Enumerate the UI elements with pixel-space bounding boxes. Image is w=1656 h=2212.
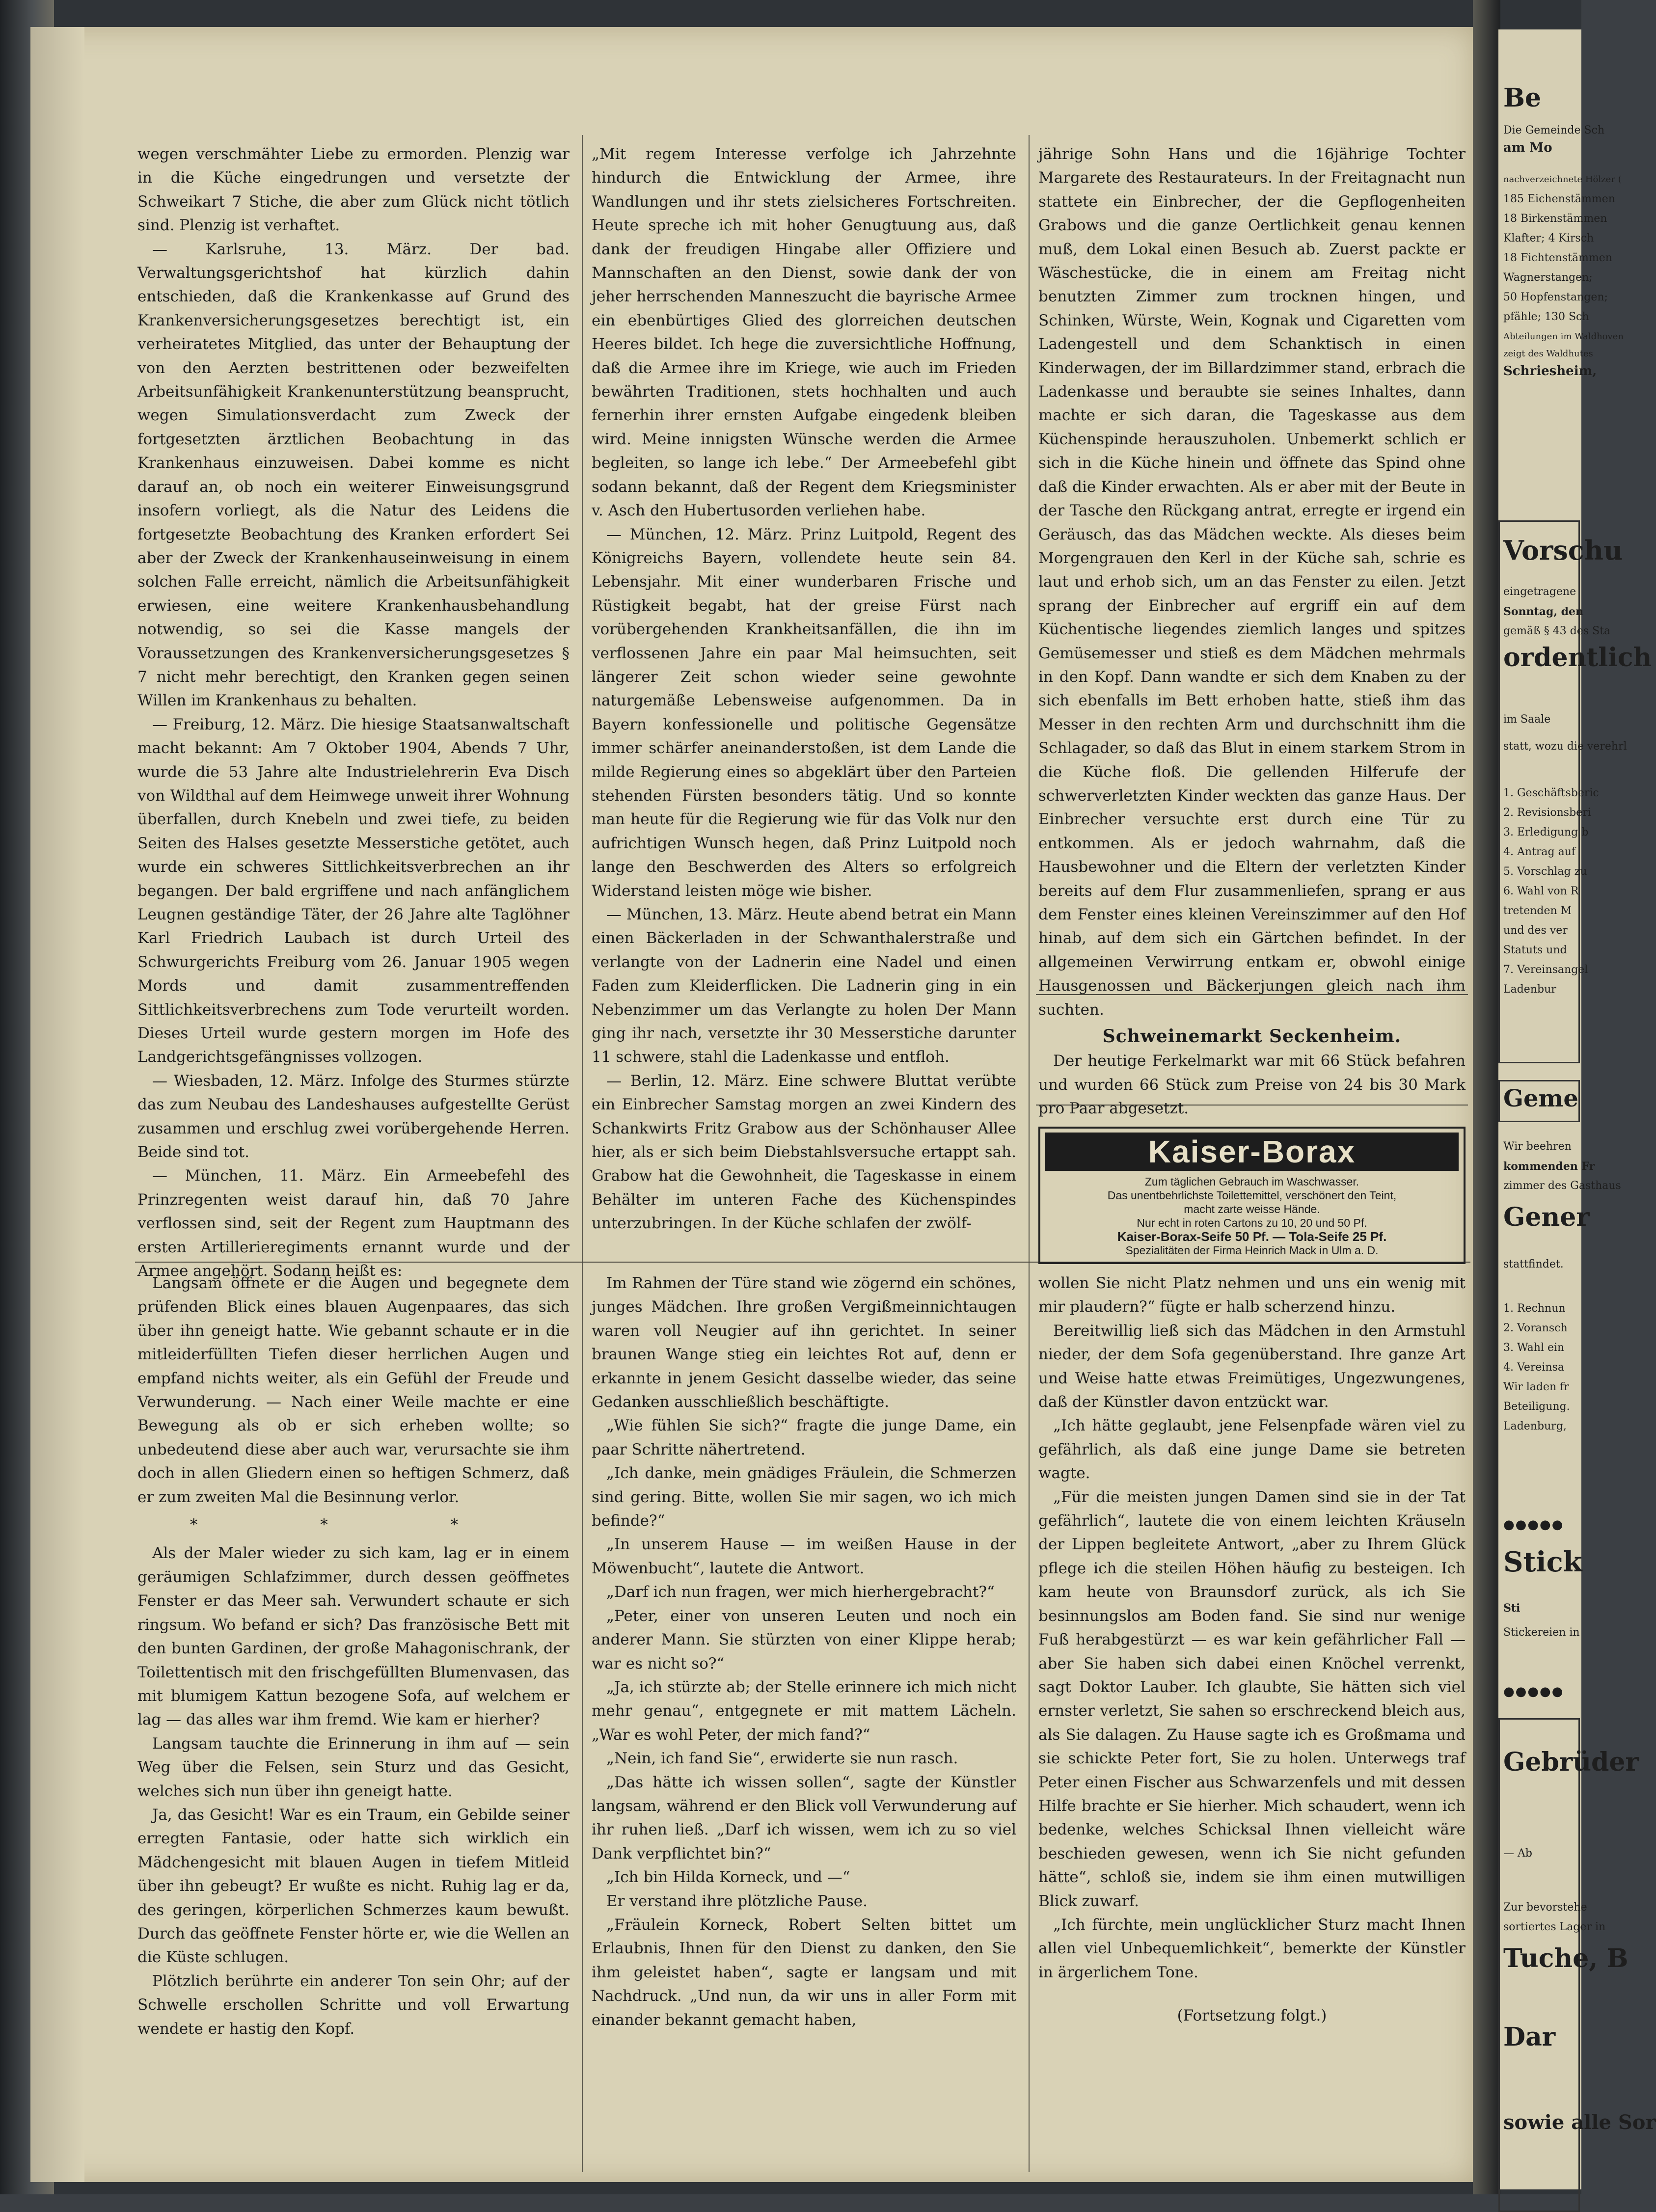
facing-page-text: im Saale	[1503, 713, 1551, 726]
section-stars: * * *	[190, 1516, 517, 1534]
story-paragraph: „Fräulein Korneck, Robert Selten bittet um Erlaubnis, Ihnen für den Dienst zu danken, den Sie ihm geleistet haben“, sagte er langsam und mit Nachdruck. „Und nun, da wir uns in aller Form mit einander bekannt gemacht haben,	[592, 1915, 1016, 2029]
story-paragraph: „Ich danke, mein gnädiges Fräulein, die Schmerzen sind gering. Bitte, wollen Sie mir sagen, wo ich mich befinde?“	[592, 1464, 1016, 1530]
facing-page-text: 2. Revisionsberi	[1503, 807, 1591, 819]
facing-page-text: Abteilungen im Waldhoven	[1503, 331, 1624, 342]
facing-page-text: Dar	[1503, 2022, 1556, 2052]
facing-page-text: 4. Antrag auf	[1503, 846, 1576, 858]
kaiser-borax-line-3: macht zarte weisse Hände.	[1184, 1202, 1320, 1215]
kaiser-borax-line-4: Nur echt in roten Cartons zu 10, 20 und 50 Pf.	[1137, 1216, 1367, 1229]
schweinemarkt-text: Der heutige Ferkelmarkt war mit 66 Stück befahren und wurden 66 Stück zum Preise von 24 bis 30 Mark pro Paar abgesetzt.	[1038, 1052, 1466, 1118]
facing-page-text: tretenden M	[1503, 905, 1572, 917]
facing-page-text: statt, wozu die verehrl	[1503, 740, 1627, 753]
facing-page-text: 185 Eichenstämmen	[1503, 193, 1615, 205]
facing-page-text: — Ab	[1503, 1847, 1532, 1860]
facing-page-text: eingetragene	[1503, 586, 1576, 598]
muenchen-13-article: — München, 13. März. Heute abend betrat ein Mann einen Bäckerladen in der Schwanthalerstraße und verlangte von der Ladnerin eine Nadel und einen Faden zum Kleiderflicken. Die Ladnerin ging in ein Nebenzimmer um das Verlangte zu holen Der Mann ging ihr nach, versetzte ihr 30 Messerstiche darunter 11 schwere, stahl die Ladenkasse und entfloh.	[592, 906, 1016, 1066]
facing-page-text: Sonntag, den	[1503, 605, 1584, 618]
facing-page-text: zeigt des Waldhutes	[1503, 349, 1593, 359]
facing-page-text: Klafter; 4 Kirsch	[1503, 232, 1594, 244]
story-paragraph: „Peter, einer von unseren Leuten und noch ein anderer Mann. Sie stürzten von einer Klippe herab; war es nicht so?“	[592, 1607, 1016, 1672]
kaiser-borax-prices: Kaiser-Borax-Seife 50 Pf. — Tola-Seife 25 Pf.	[1117, 1229, 1387, 1244]
facing-page-text: ordentlich	[1503, 643, 1652, 673]
kaiser-borax-line-2: Das unentbehrlichste Toilettemittel, verschönert den Teint,	[1107, 1188, 1397, 1202]
story-paragraph: Langsam tauchte die Erinnerung in ihm auf — sein Weg über die Felsen, sein Sturz und das Gesicht, welches sich nun über ihn geneigt hatte.	[137, 1734, 570, 1800]
facing-page-text: pfähle; 130 Sch	[1503, 311, 1589, 323]
facing-page-text: 3. Erledigung b	[1503, 826, 1589, 838]
story-paragraph: Langsam öffnete er die Augen und begegnete dem prüfenden Blick eines blauen Augenpaares, das sich über ihn geneigt hatte. Wie gebannt schaute er in die mitleiderfüllten Tiefen dieser herrlichen Augen und empfand nichts weiter, als ein Gefühl der Freude und Verwunderung. — Nach einer Weile machte er eine Bewegung als ob er sich erheben wollte; so unbedeutend diese aber auch war, verursachte sie ihm doch in allen Gliedern einen so heftigen Schmerz, daß er zum zweiten Mal die Besinnung verlor.	[137, 1274, 570, 1506]
facing-page-text: Gener	[1503, 1202, 1590, 1232]
facing-page-text: Gebrüder	[1503, 1747, 1639, 1777]
news-column-2	[592, 142, 1016, 1236]
facing-page-text: kommenden Fr	[1503, 1160, 1595, 1173]
story-paragraph: Plötzlich berührte ein anderer Ton sein Ohr; auf der Schwelle erschollen Schritte und voll Erwartung wendete er hastig den Kopf.	[137, 1972, 570, 2038]
facing-page-text: gemäß § 43 des Sta	[1503, 625, 1611, 637]
feuilleton-column-2	[592, 1271, 1016, 2032]
story-paragraph: „Ich hätte geglaubt, jene Felsenpfade wären viel zu gefährlich, als daß eine junge Dame sie betreten wagte.	[1038, 1417, 1466, 1483]
story-paragraph: „Ich bin Hilda Korneck, und —“	[606, 1868, 850, 1887]
story-paragraph: „Ja, ich stürzte ab; der Stelle erinnere ich mich nicht mehr genau“, entgegnete er mit mattem Lächeln. „War es wohl Peter, der mich fand?“	[592, 1678, 1016, 1744]
facing-page-text: nachverzeichnete Hölzer (	[1503, 174, 1622, 185]
facing-page-text: Schriesheim,	[1503, 364, 1597, 378]
facing-page-text: 5. Vorschlag zu	[1503, 865, 1587, 878]
facing-page-text: 1. Geschäftsberic	[1503, 787, 1599, 799]
feuilleton-column-3	[1038, 1271, 1466, 2028]
facing-page-text: 2. Voransch	[1503, 1322, 1568, 1334]
facing-page-text: Sti	[1503, 1602, 1520, 1615]
facing-page-text: 7. Vereinsangel	[1503, 964, 1588, 976]
facing-page-text: Ladenbur	[1503, 983, 1556, 996]
facing-page-text: Zur bevorstehe	[1503, 1901, 1587, 1914]
facing-page-text: Statuts und	[1503, 944, 1567, 956]
freiburg-article: — Freiburg, 12. März. Die hiesige Staatsanwaltschaft macht bekannt: Am 7 Oktober 1904, Abends 7 Uhr, wurde die 53 Jahre alte Industrielehrerin Eva Disch von Wildthal auf dem Heimwege unweit ihrer Wohnung überfallen, durch Knebeln und zwei tiefe, zu beiden Seiten des Halses gesetzte Messerstiche getötet, auch wurde ein schweres Sittlichkeitsverbrechen an ihr begangen. Der bald ergriffene und nach anfänglichem Leugnen geständige Täter, der 26 Jahre alte Taglöhner Karl Friedrich Laubach ist durch Urteil des Schwurgerichts Freiburg vom 26. Januar 1905 wegen Mords und damit zusammentreffenden Sittlichkeitsverbrechens zum Tode verurteilt worden. Dieses Urteil wurde gestern morgen im Hofe des Landgerichtsgefängnisses vollzogen.	[137, 715, 570, 1066]
story-paragraph: Ja, das Gesicht! War es ein Traum, ein Gebilde seiner erregten Fantasie, oder hatte sich wirklich ein Mädchengesicht mit blauen Augen in tiefem Mitleid über ihn gebeugt? Er wußte es nicht. Ruhig lag er da, des geringen, körperlichen Schmerzes kaum bewußt. Durch das geöffnete Fenster hörte er, wie die Wellen an die Küste schlugen.	[137, 1806, 570, 1967]
facing-page-text: Wagnerstangen;	[1503, 271, 1593, 284]
facing-page-text: Be	[1503, 83, 1542, 113]
page-edge-shadow	[30, 27, 84, 2182]
story-paragraph: Im Rahmen der Türe stand wie zögernd ein schönes, junges Mädchen. Ihre großen Vergißmeinnichtaugen waren voll Neugier auf ihn gerichtet. In seiner braunen Wange stieg ein leichtes Rot auf, denn er erkannte in jenem Gesicht dasselbe wieder, das seine Gedanken ausschließlich beschäftigte.	[592, 1274, 1016, 1411]
story-paragraph: Als der Maler wieder zu sich kam, lag er in einem geräumigen Schlafzimmer, durch dessen geöffnetes Fenster er das Meer sah. Verwundert schaute er sich ringsum. Wo befand er sich? Das französische Bett mit den bunten Gardinen, der große Mahagonischrank, der Toilettentisch mit den frischgefüllten Blumenvasen, das mit blumigem Kattun bezogene Sofa, auf welchem er lag — das alles war ihm fremd. Wie kam er hierher?	[137, 1544, 570, 1729]
facing-page-text: stattfindet.	[1503, 1258, 1564, 1270]
facing-page-text: Wir laden fr	[1503, 1381, 1569, 1393]
muenchen-11-article: — München, 11. März. Ein Armeebefehl des Prinzregenten weist darauf hin, daß 70 Jahre verflossen sind, seit der Regent zum Hauptmann des ersten Artillerieregiments ernannt wurde und der Armee angehört. Sodann heißt es:	[137, 1167, 570, 1280]
facing-page-text: zimmer des Gasthaus	[1503, 1180, 1621, 1192]
facing-page-text: 50 Hopfenstangen;	[1503, 291, 1608, 303]
column-rule-1	[582, 135, 583, 2172]
wiesbaden-article: — Wiesbaden, 12. März. Infolge des Sturmes stürzte das zum Neubau des Landeshauses aufgestellte Gerüst zusammen und erschlug zwei vorübergehende Herren. Beide sind tot.	[137, 1072, 570, 1161]
story-paragraph: „Für die meisten jungen Damen sind sie in der Tat gefährlich“, lautete die von einem leichten Kräuseln der Lippen begleitete Antwort, „aber zu Ihrem Glück pflege ich die steilen Höhen häufig zu besteigen. Ich kam heute von Braunsdorf zurück, als ich Sie besinnungslos am Boden fand. Sie sind nur wenige Fuß herabgestürzt — es war kein gefährlicher Fall — aber Sie haben sich dabei einen Knöchel verrenkt, sagt Doktor Lauber. Ich glaubte, Sie hätten sich viel ernster verletzt, Sie sahen so erschreckend bleich aus, als Sie dalagen. Zu Hause sagte ich es Großmama und sie schickte Peter fort, Sie zu holen. Unterwegs traf Peter einen Fischer aus Schwarzenfels und mit dessen Hilfe brachte er Sie hierher. Mich schaudert, wenn ich bedenke, welches Schicksal Ihnen vielleicht wäre beschieden gewesen, wenn ich Sie nicht gefunden hätte“, schloß sie, indem sie ihm einen mutwilligen Blick zuwarf.	[1038, 1488, 1466, 1910]
schweinemarkt-heading: Schweinemarkt Seckenheim.	[1102, 1026, 1402, 1047]
facing-page-text: Wir beehren	[1503, 1140, 1572, 1153]
facing-page-text: am Mo	[1503, 140, 1552, 155]
facing-page-text: Vorschu	[1503, 535, 1623, 566]
feuilleton-column-1	[137, 1271, 570, 2041]
karlsruhe-article: — Karlsruhe, 13. März. Der bad. Verwaltungsgerichtshof hat kürzlich dahin entschieden, daß die Krankenkasse auf Grund des Krankenversicherungsgesetzes berechtigt ist, ein verheiratetes Mitglied, das unter der Behauptung der von den Aerzten bestrittenen oder bezweifelten Arbeitsunfähigkeit Krankenunterstützung beansprucht, wegen Simulationsverdacht zum Zweck der fortgesetzten ärztlichen Beobachtung in das Krankenhaus einzuweisen. Dabei komme es nicht darauf an, ob noch ein weiterer Einweisungsgrund insofern vorliegt, als die Natur des Leidens die fortgesetzte Beobachtung des Kranken erfordert Sei aber der Zweck der Krankenhauseinweisung in einem solchen Falle erreicht, nämlich die Arbeitsunfähigkeit erwiesen, eine weitere Krankenhausbehandlung notwendig, so sei die Kasse mangels der Voraussetzungen des Krankenversicherungsgesetzes § 7 nicht mehr berechtigt, den Kranken gegen seinen Willen im Krankenhaus zu behalten.	[137, 240, 570, 710]
facing-page-text: 6. Wahl von R	[1503, 885, 1579, 897]
story-paragraph: „In unserem Hause — im weißen Hause in der Möwenbucht“, lautete die Antwort.	[592, 1536, 1016, 1577]
story-paragraph: „Das hätte ich wissen sollen“, sagte der Künstler langsam, während er den Blick voll Verwunderung auf ihr ruhen ließ. „Darf ich wissen, wem ich zu so viel Dank verpflichtet bin?“	[592, 1773, 1016, 1862]
facing-page-text: 4. Vereinsa	[1503, 1361, 1565, 1374]
facing-page-text: Tuche, B	[1503, 1943, 1629, 1973]
kaiser-borax-line-1: Zum täglichen Gebrauch im Waschwasser.	[1144, 1175, 1359, 1188]
facing-page-text: sortiertes Lager in	[1503, 1921, 1606, 1933]
column-rule-2	[1029, 135, 1030, 2172]
ornament-dots: ●●●●●	[1503, 1684, 1564, 1699]
story-paragraph: „Darf ich nun fragen, wer mich hierhergebracht?“	[606, 1583, 995, 1601]
facing-page-text: Beteiligung.	[1503, 1401, 1570, 1413]
kaiser-borax-title: Kaiser-Borax	[1045, 1133, 1459, 1171]
kaiser-borax-advertisement	[1038, 1127, 1466, 1264]
armeebefehl-quote: „Mit regem Interesse verfolge ich Jahrzehnte hindurch die Entwicklung der Armee, ihre Wandlungen und ihr stets zielsicheres Fortschreiten. Heute spreche ich mit hoher Genugtuung aus, daß dank der freudigen Hingabe aller Offiziere und Mannschaften an den Dienst, sowie dank der von jeher herrschenden Manneszucht die bayrische Armee ein ebenbürtiges Glied des glorreichen deutschen Heeres bildet. Ich hege die zuversichtliche Hoffnung, daß die Armee ihre im Kriege, wie auch im Frieden bewährten Traditionen, stets hochhalten und auch fernerhin ihrer ernsten Aufgabe eingedenk bleiben wird. Meine innigsten Wünsche werden die Armee begleiten, so lange ich lebe.“ Der Armeebefehl gibt sodann bekannt, daß der Regent dem Kriegsminister v. Asch den Hubertusorden verliehen habe.	[592, 145, 1016, 520]
berlin-article: — Berlin, 12. März. Eine schwere Bluttat verübte ein Einbrecher Samstag morgen an zwei Kindern des Schankwirts Fritz Grabow aus der Schönhauser Allee hier, als er sich beim Diebstahlsversuche ertappt sah. Grabow hat die Gewohnheit, die Tageskasse in einem Behälter im unteren Fache des Küchenspindes unterzubringen. In der Küche schlafen der zwölf-	[592, 1072, 1016, 1233]
book-gutter	[1473, 0, 1500, 2194]
facing-page-text: Geme	[1503, 1085, 1578, 1112]
facing-page-text: Stickereien in	[1503, 1626, 1580, 1639]
plenzig-article: wegen verschmähter Liebe zu ermorden. Plenzig war in die Küche eingedrungen und versetzte der Schweikart 7 Stiche, die aber zum Glück nicht tötlich sind. Plenzig ist verhaftet.	[137, 145, 570, 235]
story-paragraph: wollen Sie nicht Platz nehmen und uns ein wenig mit mir plaudern?“ fügte er halb scherzend hinzu.	[1038, 1274, 1466, 1316]
story-paragraph: „Ich fürchte, mein unglücklicher Sturz macht Ihnen allen viel Unbequemlichkeit“, bemerkte der Künstler in ärgerlichem Tone.	[1038, 1915, 1466, 1981]
story-paragraph: Bereitwillig ließ sich das Mädchen in den Armstuhl nieder, der dem Sofa gegenüberstand. Ihre ganze Art und Weise hatte etwas Freimütiges, Ungezwungenes, daß der Künstler davon entzückt war.	[1038, 1322, 1466, 1411]
ornament-dots: ●●●●●	[1503, 1517, 1564, 1532]
story-paragraph: „Wie fühlen Sie sich?“ fragte die junge Dame, ein paar Schritte nähertretend.	[592, 1417, 1016, 1458]
facing-page-text: 18 Fichtenstämmen	[1503, 252, 1612, 264]
facing-page-text: Ladenburg,	[1503, 1420, 1567, 1432]
news-column-3	[1038, 142, 1466, 1264]
facing-page-text: 18 Birkenstämmen	[1503, 213, 1607, 225]
facing-page-text: 3. Wahl ein	[1503, 1342, 1565, 1354]
berlin-article-continued: jährige Sohn Hans und die 16jährige Tochter Margarete des Restaurateurs. In der Freitagnacht nun stattete ein Einbrecher, der die Gepflogenheiten Grabows und die ganze Oertlichkeit genau kennen muß, dem Lokal einen Besuch ab. Zuerst packte er Wäschestücke, die in einem am Freitag nicht benutzten Zimmer zum trocknen hingen, und Schinken, Würste, Wein, Kognak und Cigaretten vom Ladengestell und dem Schanktisch in einen Kinderwagen, der im Billardzimmer stand, erbrach die Ladenkasse und beraubte sie seines Inhaltes, dann machte er sich daran, die Tageskasse aus dem Küchenspinde herauszuholen. Unbemerkt schlich er sich in die Küche hinein und öffnete das Spind ohne daß die Kinder erwachten. Als er aber mit der Beute in der Tasche den Rückgang antrat, erregte er irgend ein Geräusch, das das Mädchen weckte. Als dieses beim Morgengrauen den Kerl in der Küche sah, schrie es laut und erhob sich, um an das Fenster zu eilen. Jetzt sprang der Einbrecher auf ergriff ein auf dem Küchentische liegendes ziemlich langes und spitzes Gemüsemesser und stieß es dem Mädchen mehrmals in den Kopf. Dann wandte er sich dem Knaben zu der sich ebenfalls im Bett erhoben hatte, stieß ihm das Messer in den rechten Arm und durchschnitt ihm die Schlagader, so daß das Blut in einem starkem Strom in die Küche floß. Die gellenden Hilferufe der schwerverletzten Kinder weckten das ganze Haus. Der Einbrecher versuchte erst durch eine Tür zu entkommen. Als er jedoch wahrnahm, daß die Hausbewohner und die Eltern der verletzten Kinder bereits auf dem Flur zusammenliefen, sprang er aus dem Fenster eines kleinen Vereinszimmer auf den Hof hinab, auf dem sich ein Gärtchen befindet. In der allgemeinen Verwirrung entkam er, obwohl einige Hausgenossen und Bäckerjungen gleich nach ihm suchten.	[1038, 145, 1466, 1019]
facing-page-text: und des ver	[1503, 924, 1568, 937]
facing-page-text: sowie alle Sor	[1503, 2111, 1656, 2134]
story-paragraph: „Nein, ich fand Sie“, erwiderte sie nun rasch.	[606, 1750, 958, 1768]
fortsetzung-note: (Fortsetzung folgt.)	[1177, 2007, 1327, 2025]
story-paragraph: Er verstand ihre plötzliche Pause.	[606, 1892, 868, 1910]
facing-page-text: Die Gemeinde Sch	[1503, 124, 1605, 136]
facing-page-fragment	[1498, 29, 1656, 2189]
facing-page-text: Stick	[1503, 1546, 1582, 1578]
facing-page-text: 1. Rechnun	[1503, 1302, 1566, 1315]
kaiser-borax-maker: Spezialitäten der Firma Heinrich Mack in Ulm a. D.	[1125, 1243, 1379, 1257]
muenchen-12-article: — München, 12. März. Prinz Luitpold, Regent des Königreichs Bayern, vollendete heute sein 84. Lebensjahr. Mit einer wunderbaren Frische und Rüstigkeit begabt, hat der greise Fürst nach vorübergehenden Krankheitsanfällen, die ihn im verflossenen Jahre ein paar Mal heimsuchten, seit längerer Zeit schon wieder seine gewohnte naturgemäße Lebensweise aufgenommen. Da in Bayern konfessionelle und politische Gegensätze immer schärfer aneinanderstoßen, ist dem Lande die milde Regierung eines so abgeklärt über den Parteien stehenden Fürsten besonders tätig. Und so konnte man heute für die Regierung wie für das Volk nur den aufrichtigen Wunsch hegen, daß Prinz Luitpold noch lange den Beschwerden des Alters so erfolgreich Widerstand leisten möge wie bisher.	[592, 525, 1016, 900]
news-column-1	[137, 142, 570, 1283]
